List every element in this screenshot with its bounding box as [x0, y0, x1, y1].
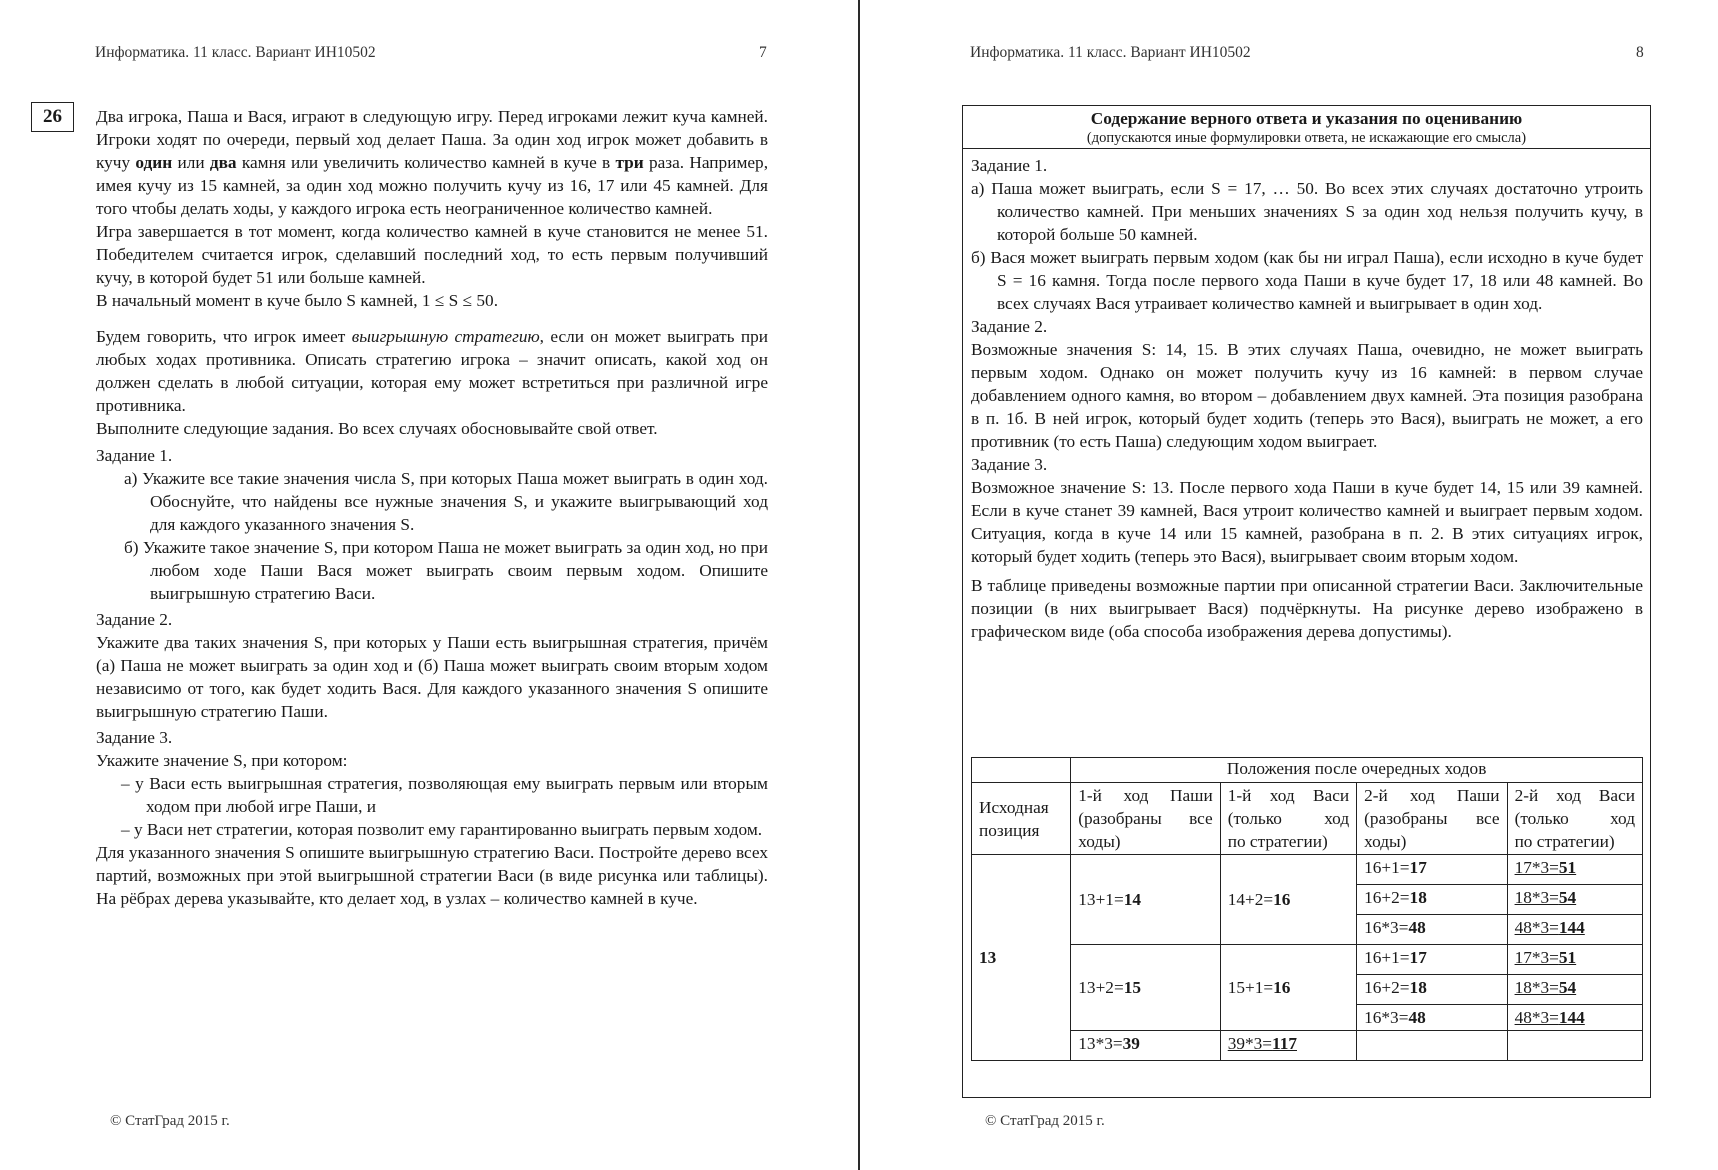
vasya-move-cell: 15+1=16	[1220, 945, 1356, 1031]
empty-cell	[1357, 1031, 1507, 1061]
vasya-win-cell: 18*3=54	[1507, 975, 1642, 1005]
pasha-move2-cell: 16+2=18	[1357, 885, 1507, 915]
answer-box-header	[963, 106, 1650, 149]
intro-paragraph: Два игрока, Паша и Вася, играют в следующую игру. Перед игроками лежит куча камней. Игроки ходят по очереди, первый ход делает Паша. За один ход игрок может добавить в кучу один или два камня или увеличить количество камней в куче в три раза. Например, имея кучу из 15 камней, за один ход можно получить кучу из 16, 17 или 45 камней. Для того чтобы делать ходы, у каждого игрока есть неограниченное количество камней.	[96, 107, 769, 218]
table-row	[972, 855, 1643, 885]
answer-body	[971, 154, 1643, 643]
pasha-move-cell: 13*3=39	[1071, 1031, 1220, 1061]
task1-a: а) Укажите все такие значения числа S, при которых Паша может выиграть в один ход. Обоснуйте, что найдены все нужные значения S, и укажите выигрывающий ход для каждого указанного значения S.	[124, 469, 768, 534]
answer3-title: Задание 3.	[971, 455, 1048, 474]
page-divider	[858, 0, 860, 1170]
left-page-header: Информатика. 11 класс. Вариант ИН10502	[95, 44, 376, 61]
positions-table	[971, 757, 1643, 1061]
initial-condition: В начальный момент в куче было S камней, 1 ≤ S ≤ 50.	[96, 291, 499, 310]
task3-text: Для указанного значения S опишите выигрышную стратегию Васи. Постройте дерево всех партий, возможных при этой выигрышной стратегии Васи (в виде рисунка или таблицы). На рёбрах дерева указывайте, кто делает ход, в узлах – количество камней в куче.	[96, 843, 768, 908]
start-position-cell: 13	[972, 855, 1071, 1061]
pasha-move2-cell: 16+1=17	[1357, 855, 1507, 885]
left-page	[0, 0, 858, 1170]
pasha-move2-cell: 16+1=17	[1357, 945, 1507, 975]
header-vasya-move-1: 1-й ход Васи (только ход по стратегии)	[1220, 783, 1356, 855]
answer-box	[962, 105, 1651, 1098]
vasya-win-cell: 17*3=51	[1507, 945, 1642, 975]
answer2-title: Задание 2.	[971, 317, 1048, 336]
strategy-definition: Будем говорить, что игрок имеет выигрышную стратегию, если он может выиграть при любых ходах противника. Описать стратегию игрока – значит описать, какой ход он должен сделать в любой ситуации, которая ему может встретиться при различной игре противника.	[96, 327, 769, 415]
answer1-a: а) Паша может выиграть, если S = 17, … 50. Во всех этих случаях достаточно утроить количество камней. При меньших значениях S за один ход нельзя получить кучу, в которой больше 50 камней.	[971, 179, 1643, 244]
task3-lead: Укажите значение S, при котором:	[96, 751, 348, 770]
table-row	[972, 945, 1643, 975]
left-page-footer: © СтатГрад 2015 г.	[110, 1113, 230, 1129]
task2-text: Укажите два таких значения S, при которых у Паши есть выигрышная стратегия, причём (а) Паша не может выиграть за один ход и (б) Паша может выиграть своим вторым ходом независимо от того, как будет ходить Вася. Для каждого указанного значения S опишите выигрышную стратегию Паши.	[96, 633, 768, 721]
pasha-move2-cell: 16*3=48	[1357, 915, 1507, 945]
vasya-win-cell: 48*3=144	[1507, 915, 1642, 945]
task3-title: Задание 3.	[96, 728, 173, 747]
right-page-header: Информатика. 11 класс. Вариант ИН10502	[970, 44, 1251, 61]
pasha-move-cell: 13+2=15	[1071, 945, 1220, 1031]
task3-condition-2: – у Васи нет стратегии, которая позволит ему гарантированно выиграть первым ходом.	[121, 820, 763, 839]
task2-title: Задание 2.	[96, 610, 173, 629]
pasha-move-cell: 13+1=14	[1071, 855, 1220, 945]
right-page-footer: © СтатГрад 2015 г.	[985, 1113, 1105, 1129]
answer2-text: Возможные значения S: 14, 15. В этих случаях Паша, очевидно, не может выиграть первым ходом. Однако он может получить кучу из 16 камней: в первом случае добавлением одного камня, во втором – добавлением двух камней. Эта позиция разобрана в п. 1б. В ней игрок, который будет ходить (теперь это Вася), выиграть не может, а его противник (то есть Паша) следующим ходом выиграет.	[971, 340, 1643, 451]
task1-title: Задание 1.	[96, 446, 173, 465]
vasya-win-cell: 18*3=54	[1507, 885, 1642, 915]
task-number-box: 26	[31, 102, 74, 132]
table-corner-cell	[972, 758, 1071, 783]
vasya-win-cell: 17*3=51	[1507, 855, 1642, 885]
table-intro: В таблице приведены возможные партии при описанной стратегии Васи. Заключительные позиции (в них выигрывает Вася) подчёркнуты. На рисунке дерево изображено в графическом виде (оба способа изображения дерева допустимы).	[971, 576, 1643, 641]
header-pasha-move-1: 1-й ход Паши (разобраны все ходы)	[1071, 783, 1220, 855]
empty-cell	[1507, 1031, 1642, 1061]
header-pasha-move-2: 2-й ход Паши (разобраны все ходы)	[1357, 783, 1507, 855]
task3-condition-1: – у Васи есть выигрышная стратегия, позволяющая ему выиграть первым или вторым ходом при любой игре Паши, и	[121, 774, 768, 816]
pasha-move2-cell: 16*3=48	[1357, 1005, 1507, 1031]
table-group-header: Положения после очередных ходов	[1071, 758, 1643, 783]
task1-b: б) Укажите такое значение S, при котором Паша не может выиграть за один ход, но при любом ходе Паши Вася может выиграть своим первым ходом. Опишите выигрышную стратегию Васи.	[124, 538, 768, 603]
vasya-win-cell: 48*3=144	[1507, 1005, 1642, 1031]
answer-box-subtitle: (допускаются иные формулировки ответа, не искажающие его смысла)	[1086, 130, 1527, 146]
vasya-move-cell: 14+2=16	[1220, 855, 1356, 945]
header-vasya-move-2: 2-й ход Васи (только ход по стратегии)	[1507, 783, 1642, 855]
intro-end-paragraph: Игра завершается в тот момент, когда количество камней в куче становится не менее 51. Победителем считается игрок, сделавший последний ход, то есть первым получивший кучу, в которой будет 51 или больше камней.	[96, 222, 768, 287]
task-text	[96, 105, 768, 910]
instruction: Выполните следующие задания. Во всех случаях обосновывайте свой ответ.	[96, 419, 658, 438]
table-row	[972, 1031, 1643, 1061]
answer-box-title: Содержание верного ответа и указания по оцениванию	[1090, 109, 1523, 128]
pasha-move2-cell: 16+2=18	[1357, 975, 1507, 1005]
left-page-number: 7	[759, 44, 767, 61]
answer3-text: Возможное значение S: 13. После первого хода Паши в куче будет 14, 15 или 39 камней. Если в куче станет 39 камней, Вася утроит количество камней и выиграет первым ходом. Ситуация, когда в куче 14 или 15 камней, разобрана в п. 2. В этих ситуациях игрок, который будет ходить (теперь это Вася), выигрывает своим вторым ходом.	[971, 478, 1643, 566]
answer1-b: б) Вася может выиграть первым ходом (как бы ни играл Паша), если исходно в куче будет S = 16 камня. Тогда после первого хода Паши в куче будет 17, 18 или 48 камней. Во всех случаях Вася утраивает количество камней и выигрывает в один ход.	[971, 248, 1643, 313]
vasya-win-cell: 39*3=117	[1220, 1031, 1356, 1061]
answer1-title: Задание 1.	[971, 156, 1048, 175]
table-subheader-row	[972, 783, 1643, 855]
header-start-position: Исходная позиция	[972, 783, 1071, 855]
right-page-number: 8	[1636, 44, 1644, 61]
table-header-row	[972, 758, 1643, 783]
